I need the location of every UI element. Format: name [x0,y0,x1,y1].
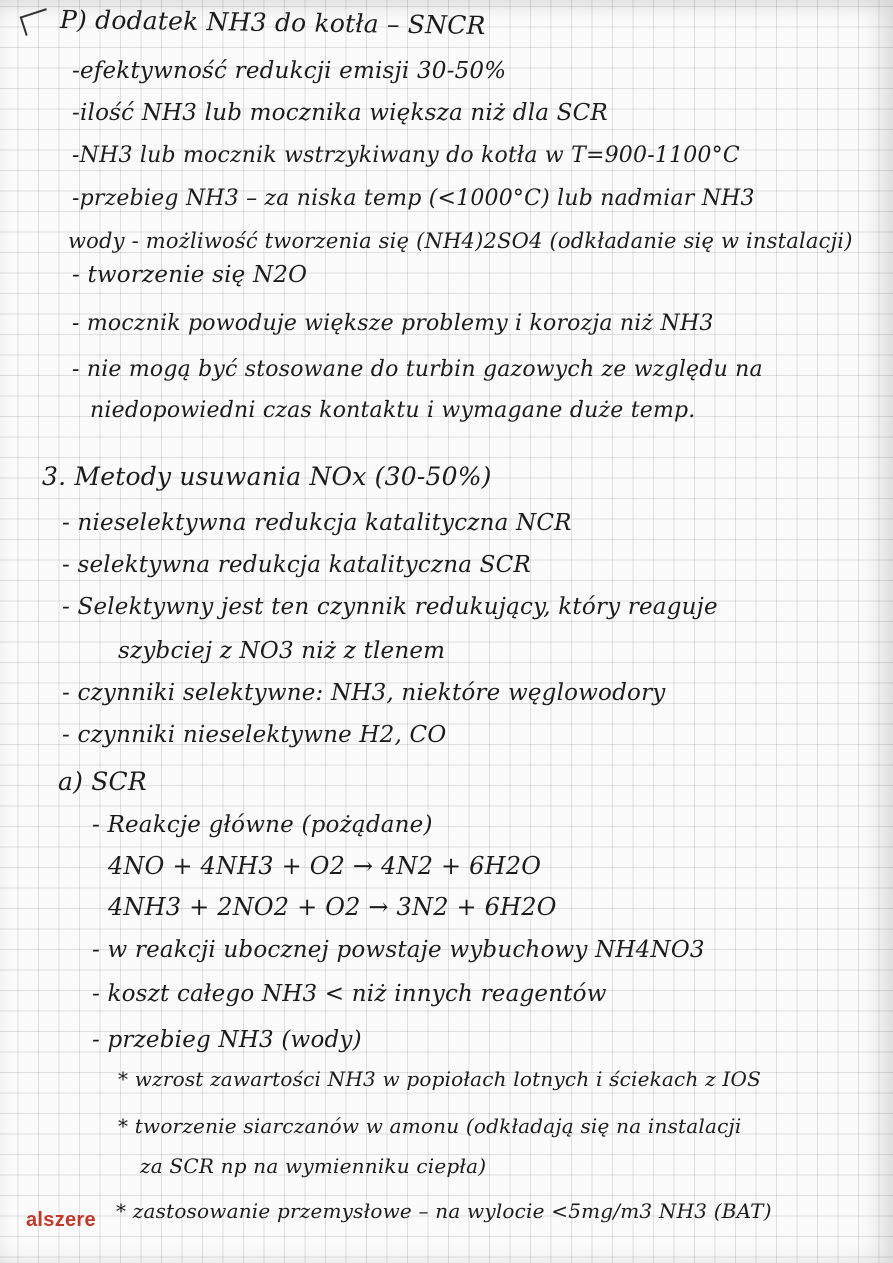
note-line: - Selektywny jest ten czynnik redukujący, który reaguje [62,594,718,620]
bullet-line: * zastosowanie przemysłowe – na wylocie <5mg/m3 NH3 (BAT) [116,1199,772,1223]
reaction-equation: 4NH3 + 2NO2 + O2 → 3N2 + 6H2O [108,893,557,921]
heading-scr: a) SCR [58,767,147,796]
note-line: - czynniki selektywne: NH3, niektóre węglowodory [62,680,666,706]
note-line: - selektywna redukcja katalityczna SCR [62,552,531,578]
note-line: -efektywność redukcji emisji 30-50% [72,58,507,84]
heading-sncr: P) dodatek NH3 do kotła – SNCR [59,5,486,40]
note-line: -przebieg NH3 – za niska temp (<1000°C) lub nadmiar NH3 [72,186,755,211]
bullet-line: * wzrost zawartości NH3 w popiołach lotnych i ściekach z IOS [118,1067,761,1091]
note-line: -ilość NH3 lub mocznika większa niż dla SCR [72,100,608,126]
note-line: - nie mogą być stosowane do turbin gazowych ze względu na [72,357,763,382]
bullet-line: za SCR np na wymienniku ciepła) [140,1154,487,1178]
note-line: - przebieg NH3 (wody) [92,1027,362,1053]
watermark-logo: alszere [26,1209,96,1231]
corner-mark [20,8,53,36]
heading-nox-methods: 3. Metody usuwania NOx (30-50%) [42,462,492,491]
note-line: - w reakcji ubocznej powstaje wybuchowy NH4NO3 [92,937,705,963]
reaction-equation: 4NO + 4NH3 + O2 → 4N2 + 6H2O [108,852,542,880]
bullet-line: * tworzenie siarczanów w amonu (odkładają się na instalacji [118,1114,742,1138]
note-line: - mocznik powoduje większe problemy i korozja niż NH3 [72,311,714,336]
note-line: - koszt całego NH3 < niż innych reagentów [92,981,607,1007]
note-line: szybciej z NO3 niż z tlenem [118,638,446,664]
note-line: niedopowiedni czas kontaktu i wymagane duże temp. [90,398,696,423]
note-line: - tworzenie się N2O [72,262,308,288]
note-line: - czynniki nieselektywne H2, CO [62,722,447,748]
note-line: - Reakcje główne (pożądane) [92,812,433,838]
note-line: - nieselektywna redukcja katalityczna NCR [62,510,572,536]
note-line: -NH3 lub mocznik wstrzykiwany do kotła w T=900-1100°C [72,143,740,168]
note-line: wody - możliwość tworzenia się (NH4)2SO4 (odkładanie się w instalacji) [68,229,853,253]
